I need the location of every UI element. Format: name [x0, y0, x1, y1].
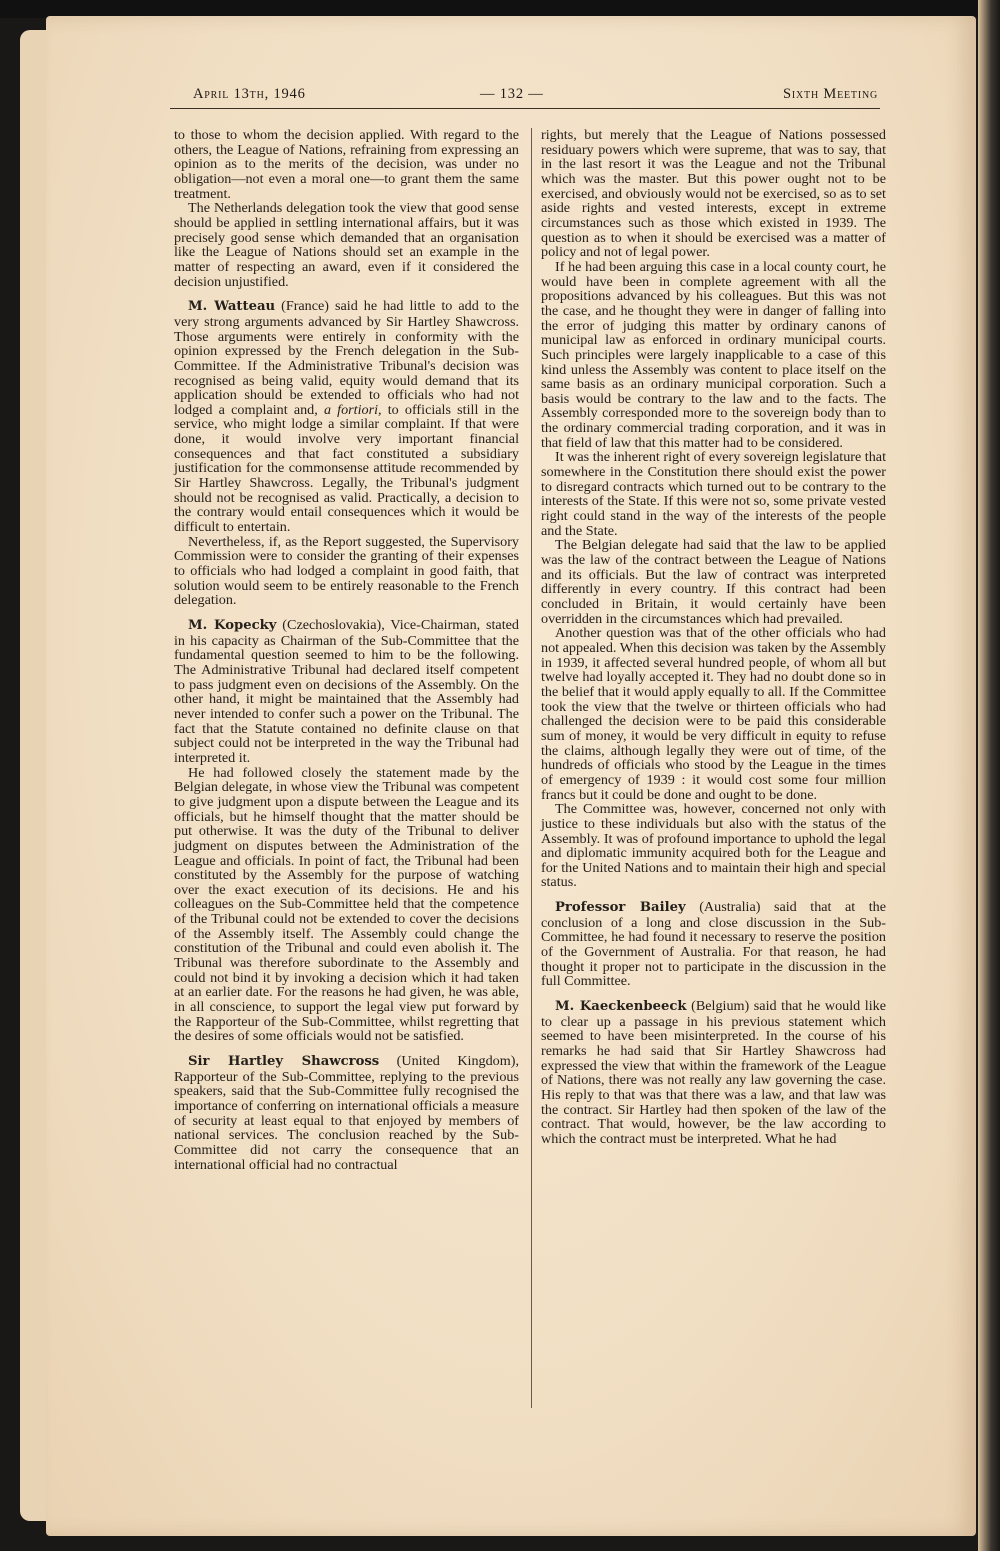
paragraph: Sir Hartley Shawcross (United Kingdom), Rapporteur of the Sub-Committee, replying to the previous speakers, said that the Sub-Committee fully recognised the importance of conferring on international officials a measure of security at least equal to that enjoyed by members of national services. The conclusion reached by the Sub-Committee did not carry the consequence that an international official had no contractual: [174, 1053, 519, 1173]
scan-right-border: [978, 0, 1000, 1551]
paragraph: If he had been arguing this case in a local county court, he would have been in complete agreement with all the propositions advanced by his colleagues. But this was not the case, and he thought they were in danger of falling into the error of judging this matter by ordinary canons of municipal law as enforced in ordinary municipal courts. Such principles were largely inapplicable to a case of this kind unless the Assembly was content to place itself on the same basis as an ordinary municipal corporation. Such a basis would be contrary to the law and to the facts. The Assembly corresponded more to the sovereign body than to the ordinary commercial trading corporation, and it was in that field of law that this matter had to be considered.: [541, 258, 886, 451]
paragraph: Nevertheless, if, as the Report suggested, the Supervisory Commission were to consider the granting of their expenses to officials who had lodged a complaint in good faith, that solution would seem to be entirely reasonable to the French delegation.: [174, 533, 519, 609]
right-column: [541, 128, 886, 1147]
speaker-name: Professor Bailey: [555, 900, 686, 916]
header-rule: [170, 108, 880, 109]
paragraph: M. Kopecky (Czechoslovakia), Vice-Chairman, stated in his capacity as Chairman of the Sub-Committee that the fundamental question seemed to him to be the following. The Administrative Tribunal had declared itself competent to pass judgment even on decisions of the Assembly. On the other hand, it might be maintained that the Assembly had never intended to confer such a power on the Tribunal. The fact that the Statute contained no definite clause on that subject could not be interpreted in the way the Tribunal had interpreted it.: [174, 617, 519, 766]
paragraph: Professor Bailey (Australia) said that at the conclusion of a long and close discussion in the Sub-Committee, he had found it necessary to reserve the position of the Government of Australia. For that reason, he had thought it proper not to participate in the discussion in the full Committee.: [541, 899, 887, 990]
header-date: April 13th, 1946: [193, 86, 306, 102]
speaker-name: M. Kopecky: [188, 618, 277, 633]
speaker-name: Sir Hartley Shawcross: [188, 1054, 380, 1070]
paragraph: The Belgian delegate had said that the law to be applied was the law of the contract between the League of Nations and its officials. But the law of contract was interpreted differently in every country. If this contract had been concluded in Britain, it would certainly have been overridden in the circumstances which had prevailed.: [541, 537, 886, 627]
paragraph: He had followed closely the statement made by the Belgian delegate, in whose view the Tribunal was competent to give judgment upon a dispute between the League and its officials, but he himself thought that the matter should be put otherwise. It was the duty of the Tribunal to deliver judgment on disputes between the Administration of the League and officials. In point of fact, the Tribunal had been constituted by the Assembly for the purpose of watching over the exact execution of its decisions. He and his colleagues on the Sub-Committee held that the competence of the Tribunal could not be extended to cover the decisions of the Assembly itself. The Assembly could change the constitution of the Tribunal and could even abolish it. The Tribunal was therefore subordinate to the Assembly and could not bind it by invoking a decision which it had taken at an earlier date. For the reasons he had given, he was able, in all conscience, to support the legal view put forward by the Rapporteur of the Sub-Committee, whilst regretting that the desires of some officials would not be satisfied.: [174, 764, 519, 1045]
header-meeting: Sixth Meeting: [783, 86, 878, 102]
header-page-number: — 132 —: [480, 86, 544, 102]
speaker-name: M. Kaeckenbeeck: [555, 999, 687, 1015]
paragraph: Another question was that of the other officials who had not appealed. When this decision was taken by the Assembly in 1939, it affected several hundred people, of whom all but twelve had loyally accepted it. They had no doubt done so in the belief that it would apply equally to all. If the Committee took the view that the twelve or thirteen officials who had challenged the decision were to be paid this considerable sum of money, it would be very difficult in equity to refuse the claims, although legally they were out of time, of the hundreds of officials who stood by the League in the times of emergency of 1939 : it would cost some four million francs but it could be done and ought to be done.: [541, 625, 886, 803]
paragraph: The Committee was, however, concerned not only with justice to these individuals but also with the status of the Assembly. It was of profound importance to uphold the legal and diplomatic immunity acquired both for the League and for the United Nations and to maintain their high and special status.: [541, 801, 886, 891]
column-divider: [531, 128, 532, 1408]
paragraph: It was the inherent right of every sovereign legislature that somewhere in the Constitution there should exist the power to disregard contracts which turned out to be contrary to the interests of the State. If this were not so, some private vested right could stand in the way of the interests of the people and the State.: [541, 449, 887, 539]
paragraph: to those to whom the decision applied. With regard to the others, the League of Nations, refraining from expressing an opinion as to the merits of the decision, was under no obligation—not even a moral one—to grant them the same treatment.: [174, 127, 519, 202]
paragraph: The Netherlands delegation took the view that good sense should be applied in settling international affairs, but it was precisely good sense which demanded that an organisation like the League of Nations should set an example in the matter of respecting an award, even if it considered the decision unjustified.: [174, 200, 519, 290]
speaker-name: M. Watteau: [188, 299, 276, 315]
paragraph: rights, but merely that the League of Nations possessed residuary powers which were supreme, that was to say, that in the last resort it was the League and not the Tribunal which was the master. But this power ought not to be exercised, and obviously would not be exercised, so as to set aside rights and vested interests, except in extreme circumstances such as those which existed in 1939. The question as to when it should be exercised was a matter of policy and not of legal power.: [541, 127, 886, 261]
running-header: [193, 86, 878, 108]
paragraph: M. Kaeckenbeeck (Belgium) said that he would like to clear up a passage in his previous statement which seemed to have been misinterpreted. In the course of his remarks he had said that Sir Hartley Shawcross had expressed the view that within the framework of the League of Nations, there was not really any law governing the case. His reply to that was that there was a law, and that law was the contract. Sir Hartley had then spoken of the law of the contract. That would, however, be the law according to which the contract must be interpreted. What he had: [541, 998, 886, 1147]
paragraph: M. Watteau (France) said he had little to add to the very strong arguments advanced by Sir Hartley Shawcross. Those arguments were entirely in conformity with the opinion expressed by the French delegation in the Sub-Committee. If the Administrative Tribunal's decision was recognised as being valid, equity would demand that its application should be extended to officials who had not lodged a complaint and, a fortiori, to officials still in the service, who might lodge a similar complaint. If that were done, it would involve very important financial consequences and that fact constituted a subsidiary justification for the commonsense attitude recommended by Sir Hartley Shawcross. Legally, the Tribunal's judgment should not be recognised as valid. Practically, a decision to the contrary would entail consequences which it would be difficult to entertain.: [174, 298, 519, 536]
left-column: [174, 128, 519, 1172]
